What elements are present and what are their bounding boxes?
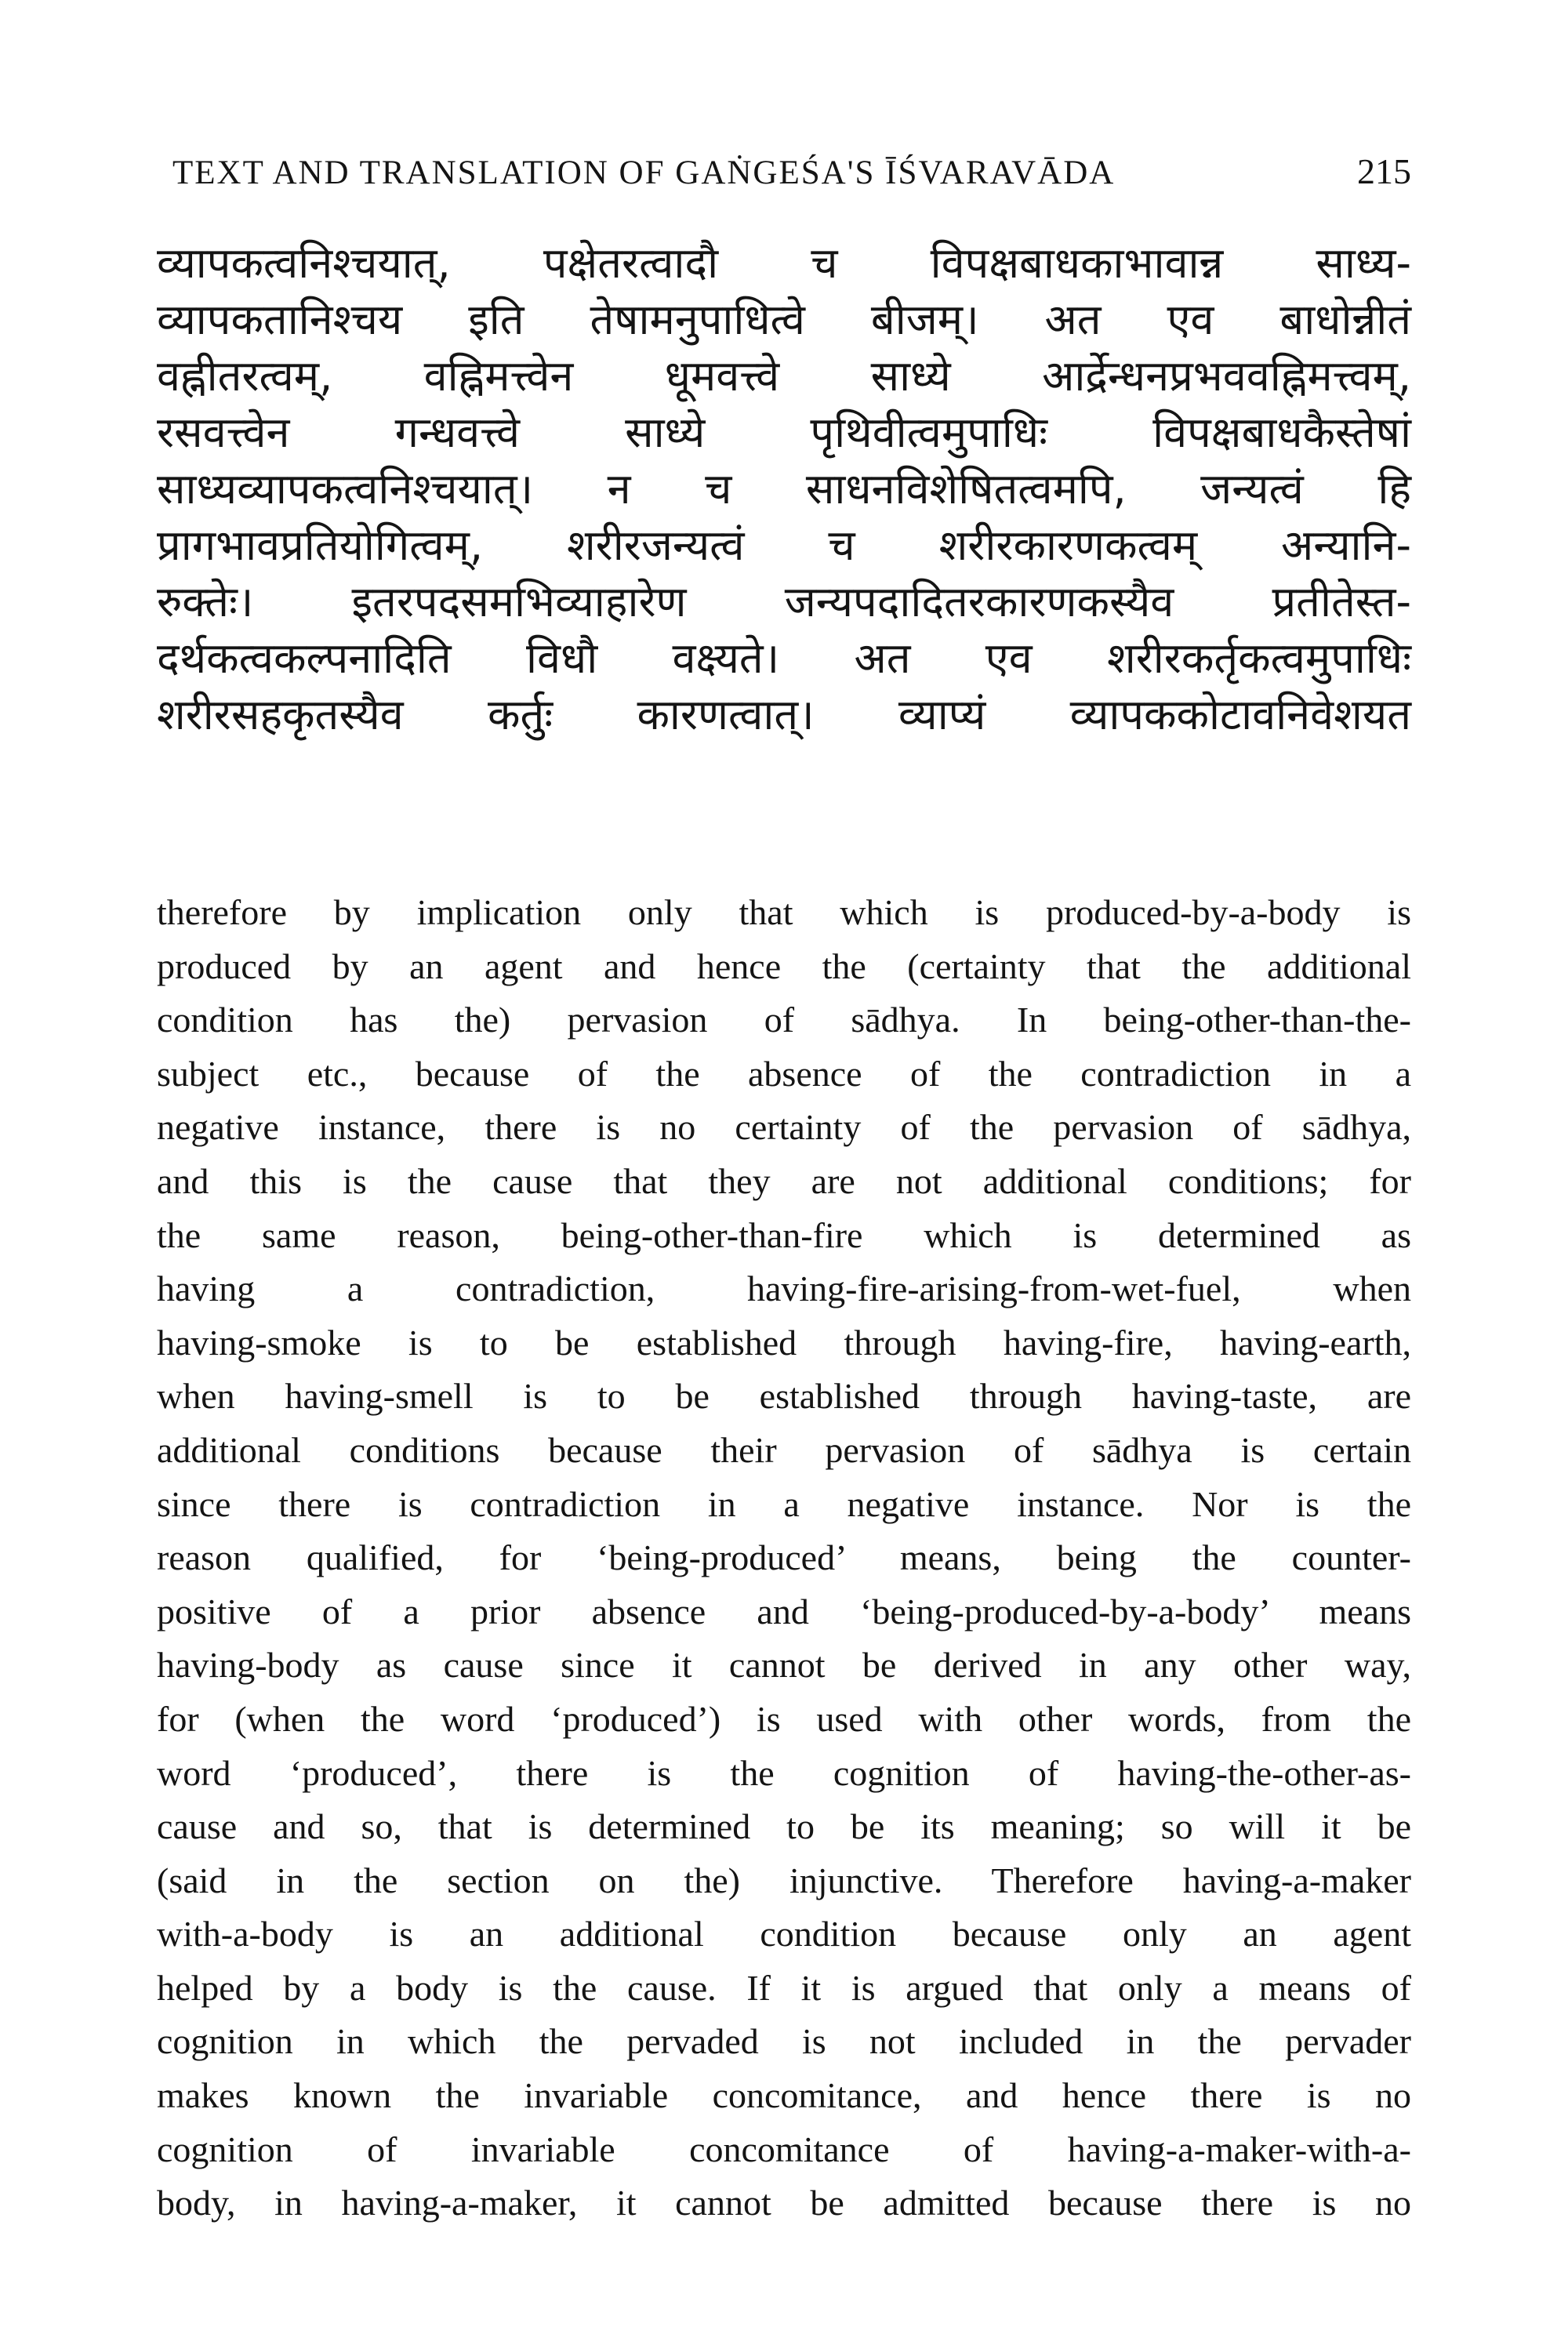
translation-line: helped by a body is the cause. If it is argued that only a means of [157,1967,1411,2008]
translation-line: positive of a prior absence and ‘being-produced-by-a-body’ means [157,1591,1411,1632]
sanskrit-line: रसवत्त्वेन गन्धवत्त्वे साध्ये पृथिवीत्वमुपाधिः विपक्षबाधकैस्तेषां [157,408,1411,457]
translation-line: for (when the word ‘produced’) is used with other words, from the [157,1698,1411,1739]
translation-line: with-a-body is an additional condition because only an agent [157,1914,1411,1955]
translation-line: (said in the section on the) injunctive. Therefore having-a-maker [157,1860,1411,1900]
translation-line: therefore by implication only that which is produced-by-a-body is [157,892,1411,932]
sanskrit-line: रुक्तेः। इतरपदसमभिव्याहारेण जन्यपदादितरकारणकस्यैव प्रतीतेस्त- [157,577,1411,626]
sanskrit-line: प्रागभावप्रतियोगित्वम्, शरीरजन्यत्वं च शरीरकारणकत्वम् अन्यानि- [157,521,1411,570]
translation-line: having-smoke is to be established through having-fire, having-earth, [157,1322,1411,1363]
translation-line: cause and so, that is determined to be its meaning; so will it be [157,1806,1411,1847]
sanskrit-line: शरीरसहकृतस्यैव कर्तुः कारणत्वात्। व्याप्यं व्यापककोटावनिवेशयत [157,690,1411,739]
translation-line: produced by an agent and hence the (certainty that the additional [157,946,1411,986]
sanskrit-line: व्यापकत्वनिश्चयात्, पक्षेतरत्वादौ च विपक्षबाधकाभावान्न साध्य- [157,238,1411,288]
translation-line: condition has the) pervasion of sādhya. In being-other-than-the- [157,1000,1411,1040]
translation-line: word ‘produced’, there is the cognition of having-the-other-as- [157,1752,1411,1793]
translation-line: having a contradiction, having-fire-arising-from-wet-fuel, when [157,1269,1411,1309]
translation-line: when having-smell is to be established through having-taste, are [157,1376,1411,1417]
translation-line: having-body as cause since it cannot be derived in any other way, [157,1645,1411,1686]
translation-line: cognition of invariable concomitance of having-a-maker-with-a- [157,2129,1411,2169]
translation-line: negative instance, there is no certainty of the pervasion of sādhya, [157,1107,1411,1148]
running-title: TEXT AND TRANSLATION OF GAṄGEŚA'S ĪŚVARAVĀDA [172,154,1116,191]
page-number: 215 [1357,151,1411,191]
translation-line: subject etc., because of the absence of the contradiction in a [157,1053,1411,1094]
translation-line: body, in having-a-maker, it cannot be admitted because there is no [157,2183,1411,2223]
sanskrit-line: व्यापकतानिश्चय इति तेषामनुपाधित्वे बीजम्। अत एव बाधोन्नीतं [157,295,1411,344]
translation-text-block [157,886,1411,2230]
translation-line: since there is contradiction in a negative instance. Nor is the [157,1483,1411,1524]
sanskrit-line: साध्यव्यापकत्वनिश्चयात्। न च साधनविशेषितत्वमपि, जन्यत्वं हि [157,464,1411,514]
translation-line: makes known the invariable concomitance, and hence there is no [157,2075,1411,2116]
sanskrit-line: वह्नीतरत्वम्, वह्निमत्त्वेन धूमवत्त्वे साध्ये आर्द्रेन्धनप्रभववह्निमत्त्वम्, [157,351,1411,401]
sanskrit-text-block [157,235,1411,743]
translation-line: reason qualified, for ‘being-produced’ means, being the counter- [157,1537,1411,1578]
translation-line: the same reason, being-other-than-fire which is determined as [157,1214,1411,1255]
translation-line: and this is the cause that they are not additional conditions; for [157,1160,1411,1201]
sanskrit-line: दर्थकत्वकल्पनादिति विधौ वक्ष्यते। अत एव शरीरकर्तृकत्वमुपाधिः [157,633,1411,683]
translation-line: additional conditions because their pervasion of sādhya is certain [157,1429,1411,1470]
running-header [172,151,1411,192]
translation-line: cognition in which the pervaded is not included in the pervader [157,2021,1411,2062]
